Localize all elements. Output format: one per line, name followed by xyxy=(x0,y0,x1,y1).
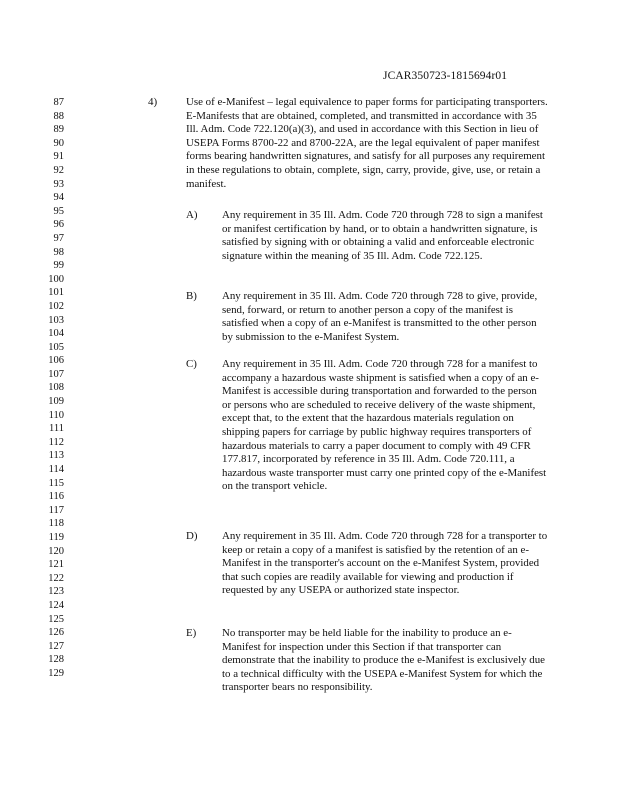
line-number: 128 xyxy=(48,654,64,666)
line-number: 99 xyxy=(53,260,64,272)
line-number: 118 xyxy=(48,518,64,530)
line-number: 109 xyxy=(48,396,64,408)
subsection-text: Any requirement in 35 Ill. Adm. Code 720 through 728 to sign a manifest or manifest certification by hand, or to obtain a handwritten signature, is satisfied by signing with or obtaining a valid and enforceable electronic signature within the meaning of 35 Ill. Adm. Code 722.125. xyxy=(222,209,543,262)
line-number: 98 xyxy=(53,246,64,258)
line-number: 102 xyxy=(48,300,64,312)
line-number: 103 xyxy=(48,314,64,326)
section-intro-paragraph: Use of e-Manifest – legal equivalence to paper forms for participating transporters. E-Manifests that are obtained, completed, and transmitted in accordance with 35 Ill. Adm. Code 722.120(a)(3), and used in accordance with this Section in lieu of USEPA Forms 8700-22 and 8700-22A, are the legal equivalent of paper manifest forms bearing handwritten signatures, and satisfy for all purposes any requirement in these regulations to obtain, complete, sign, carry, provide, give, use, or retain a manifest. xyxy=(186,96,548,190)
line-number: 115 xyxy=(48,477,64,489)
line-number: 96 xyxy=(53,219,64,231)
line-number: 120 xyxy=(48,545,64,557)
line-number: 127 xyxy=(48,640,64,652)
line-number: 124 xyxy=(48,599,64,611)
line-number: 101 xyxy=(48,287,64,299)
line-number: 91 xyxy=(53,151,64,163)
line-number: 100 xyxy=(48,273,64,285)
line-number: 126 xyxy=(48,627,64,639)
subsection-a xyxy=(186,209,548,263)
line-number: 122 xyxy=(48,572,64,584)
line-number: 89 xyxy=(53,124,64,136)
line-number: 93 xyxy=(53,178,64,190)
line-number: 107 xyxy=(48,368,64,380)
line-number: 105 xyxy=(48,341,64,353)
line-number: 87 xyxy=(53,97,64,108)
line-number: 119 xyxy=(48,532,64,543)
subsection-text: No transporter may be held liable for the inability to produce an e-Manifest for inspection under this Section if that transporter can demonstrate that the inability to produce the e-Manifest is exclusively due to a technical difficulty with the USEPA e-Manifest System for which the transporter bears no responsibility. xyxy=(222,627,545,694)
subsection-letter: A) xyxy=(186,209,198,221)
line-number: 92 xyxy=(53,164,64,176)
document-id: JCAR350723-1815694r01 xyxy=(383,70,508,82)
line-number: 114 xyxy=(48,464,64,476)
line-number: 110 xyxy=(48,409,64,421)
line-number: 112 xyxy=(48,436,64,448)
line-number: 117 xyxy=(48,504,64,516)
line-number: 116 xyxy=(48,491,64,503)
line-number: 129 xyxy=(48,667,64,679)
line-number: 88 xyxy=(53,110,64,122)
line-number: 95 xyxy=(53,205,64,217)
subsection-letter: E) xyxy=(186,627,197,639)
line-number: 104 xyxy=(48,328,64,340)
line-number: 125 xyxy=(48,613,64,625)
subsection-d xyxy=(186,530,548,598)
line-number: 111 xyxy=(49,423,64,435)
line-number: 106 xyxy=(48,355,64,367)
line-number: 121 xyxy=(48,559,64,571)
section-marker: 4) xyxy=(148,96,158,108)
line-number: 123 xyxy=(48,586,64,598)
subsection-letter: C) xyxy=(186,358,197,370)
line-number: 94 xyxy=(53,192,64,204)
subsection-text: Any requirement in 35 Ill. Adm. Code 720 through 728 to give, provide, send, forward, or return to another person a copy of the manifest is satisfied when a copy of an e-Manifest is transmitted to the other person by submission to the e-Manifest System. xyxy=(222,290,538,343)
subsection-c xyxy=(186,358,548,494)
line-number-column xyxy=(44,96,64,681)
subsection-e xyxy=(186,627,548,695)
subsection-text: Any requirement in 35 Ill. Adm. Code 720 through 728 for a manifest to accompany a hazardous waste shipment is satisfied when a copy of an e-Manifest is accessible during transportation and forwarded to the person or persons who are scheduled to receive delivery of the waste shipment, except that, to the extent that the hazardous materials regulation on shipping papers for carriage by public highway requires transporters of hazardous materials to carry a paper document to comply with 49 CFR 177.817, incorporated by reference in 35 Ill. Adm. Code 720.111, a hazardous waste transporter must carry one printed copy of the e-Manifest on the transport vehicle. xyxy=(222,358,547,493)
line-number: 97 xyxy=(53,232,64,244)
line-number: 113 xyxy=(48,450,64,462)
line-number: 90 xyxy=(53,137,64,149)
subsection-letter: D) xyxy=(186,530,198,542)
line-number: 108 xyxy=(48,382,64,394)
subsection-text: Any requirement in 35 Ill. Adm. Code 720 through 728 for a transporter to keep or retain a copy of a manifest is satisfied by the retention of an e-Manifest in the transporter's account on the e-Manifest System, provided that such copies are readily available for viewing and production if requested by any USEPA or authorized state inspector. xyxy=(222,530,548,597)
subsection-b xyxy=(186,290,548,344)
subsection-letter: B) xyxy=(186,290,197,302)
